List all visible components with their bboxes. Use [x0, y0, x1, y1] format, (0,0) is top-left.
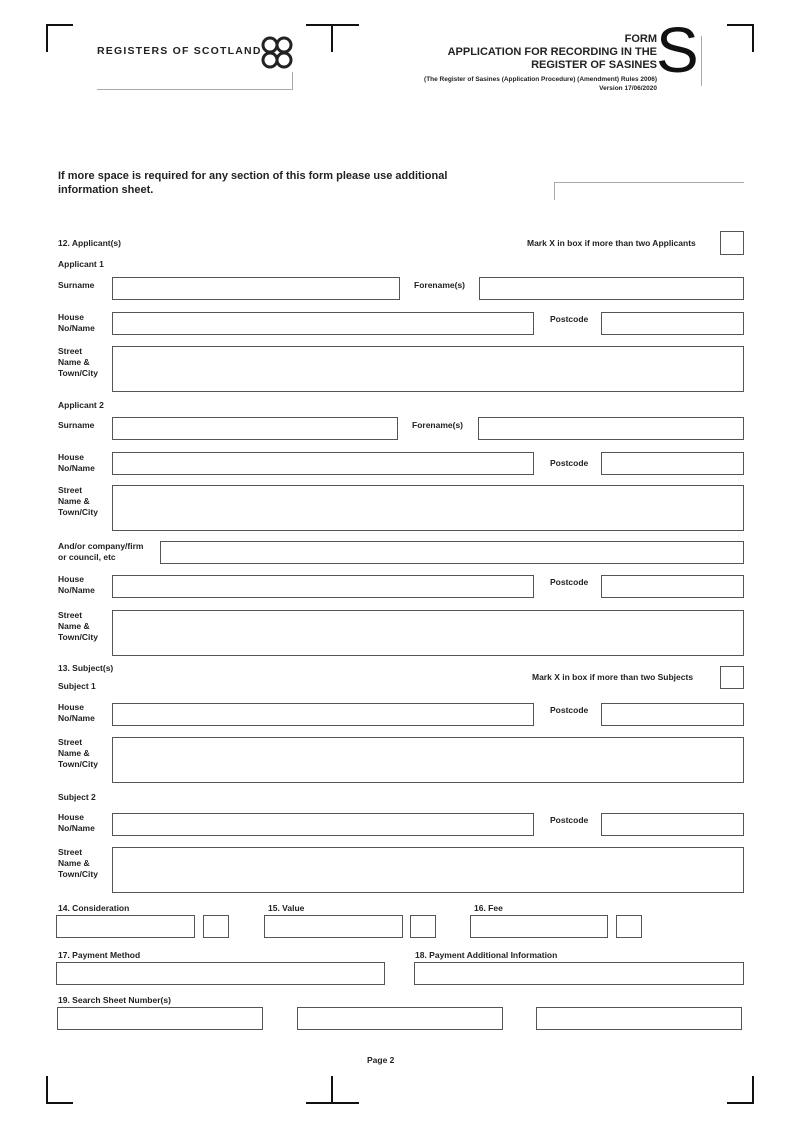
more-applicants-checkbox[interactable] [720, 231, 744, 255]
payment-info-field[interactable] [414, 962, 744, 985]
form-letter: S [656, 14, 699, 86]
street-label-line1: Street [58, 847, 83, 857]
company-field[interactable] [160, 541, 744, 564]
applicant1-postcode-field[interactable] [601, 312, 744, 335]
applicant1-surname-label: Surname [58, 280, 95, 290]
subject2-street-label [58, 847, 98, 880]
subject1-postcode-label: Postcode [550, 705, 589, 715]
street-label-line1: Street [58, 346, 83, 356]
applicant2-house-field[interactable] [112, 452, 534, 475]
street-label-line1: Street [58, 610, 83, 620]
form-title-line2: REGISTER OF SASINES [531, 59, 657, 71]
applicant2-title: Applicant 2 [58, 400, 104, 410]
company-label-line2: or council, etc [58, 552, 116, 562]
street-label-line2: Name & [58, 496, 90, 506]
notice-line1: If more space is required for any section of this form please use additional [58, 170, 448, 182]
applicant2-forenames-label: Forename(s) [412, 420, 464, 430]
applicant1-forenames-label: Forename(s) [414, 280, 466, 290]
street-label-line2: Name & [58, 621, 90, 631]
subject2-postcode-label: Postcode [550, 815, 589, 825]
subject1-house-label [58, 702, 95, 724]
street-label-line3: Town/City [58, 759, 98, 769]
form-word: FORM [624, 33, 657, 45]
applicant2-postcode-field[interactable] [601, 452, 744, 475]
payment-method-label: 17. Payment Method [58, 950, 141, 960]
consideration-field[interactable] [56, 915, 195, 938]
house-label-line1: House [58, 452, 84, 462]
applicant2-street-field[interactable] [112, 485, 744, 531]
fee-label: 16. Fee [474, 903, 503, 913]
applicant2-street-label [58, 485, 98, 518]
house-label-line1: House [58, 574, 84, 584]
more-subjects-label: Mark X in box if more than two Subjects [532, 672, 694, 682]
additional-space-notice [58, 169, 447, 197]
applicant1-title: Applicant 1 [58, 259, 104, 269]
form-letter-rule [701, 36, 702, 86]
street-label-line3: Town/City [58, 869, 98, 879]
company-house-label [58, 574, 95, 596]
house-label-line1: House [58, 812, 84, 822]
fee-code-field[interactable] [616, 915, 642, 938]
street-label-line2: Name & [58, 858, 90, 868]
form-version: Version 17/06/2020 [599, 85, 657, 92]
search-sheet-field-3[interactable] [536, 1007, 742, 1030]
subject1-title: Subject 1 [58, 681, 96, 691]
company-street-field[interactable] [112, 610, 744, 656]
street-label-line1: Street [58, 485, 83, 495]
company-postcode-label: Postcode [550, 577, 589, 587]
company-label [58, 541, 143, 563]
header-right-rule [292, 72, 293, 90]
applicant1-street-label [58, 346, 98, 379]
fee-field[interactable] [470, 915, 608, 938]
consideration-code-field[interactable] [203, 915, 229, 938]
company-street-label [58, 610, 98, 643]
search-sheet-field-1[interactable] [57, 1007, 263, 1030]
form-rules: (The Register of Sasines (Application Procedure) (Amendment) Rules 2006) [424, 76, 657, 83]
house-label-line2: No/Name [58, 823, 95, 833]
notice-line2: information sheet. [58, 184, 154, 196]
applicant1-postcode-label: Postcode [550, 314, 589, 324]
more-subjects-checkbox[interactable] [720, 666, 744, 689]
subject1-street-field[interactable] [112, 737, 744, 783]
street-label-line3: Town/City [58, 507, 98, 517]
company-house-field[interactable] [112, 575, 534, 598]
street-label-line1: Street [58, 737, 83, 747]
value-code-field[interactable] [410, 915, 436, 938]
office-use-rule-top [554, 182, 744, 183]
house-label-line1: House [58, 702, 84, 712]
street-label-line3: Town/City [58, 368, 98, 378]
street-label-line2: Name & [58, 748, 90, 758]
value-field[interactable] [264, 915, 403, 938]
applicant1-forenames-field[interactable] [479, 277, 744, 300]
ros-logo-icon [258, 34, 298, 72]
subject2-postcode-field[interactable] [601, 813, 744, 836]
applicant2-house-label [58, 452, 95, 474]
office-use-rule-side [554, 182, 555, 200]
street-label-line2: Name & [58, 357, 90, 367]
header-underline [97, 89, 293, 90]
form-title-line1: APPLICATION FOR RECORDING IN THE [447, 46, 657, 58]
payment-info-label: 18. Payment Additional Information [415, 950, 558, 960]
house-label-line2: No/Name [58, 585, 95, 595]
applicant2-forenames-field[interactable] [478, 417, 744, 440]
applicant1-street-field[interactable] [112, 346, 744, 392]
search-sheet-label: 19. Search Sheet Number(s) [58, 995, 171, 1005]
applicant1-house-label [58, 312, 95, 334]
subject2-street-field[interactable] [112, 847, 744, 893]
company-postcode-field[interactable] [601, 575, 744, 598]
value-label: 15. Value [268, 903, 305, 913]
section-12-title: 12. Applicant(s) [58, 238, 121, 248]
applicant2-surname-field[interactable] [112, 417, 398, 440]
subject1-street-label [58, 737, 98, 770]
applicant2-surname-label: Surname [58, 420, 95, 430]
consideration-label: 14. Consideration [58, 903, 130, 913]
subject2-house-field[interactable] [112, 813, 534, 836]
house-label-line2: No/Name [58, 463, 95, 473]
subject1-postcode-field[interactable] [601, 703, 744, 726]
house-label-line1: House [58, 312, 84, 322]
company-label-line1: And/or company/firm [58, 541, 144, 551]
payment-method-field[interactable] [56, 962, 385, 985]
page-number: Page 2 [367, 1055, 395, 1065]
subject2-house-label [58, 812, 95, 834]
org-name: REGISTERS OF SCOTLAND [97, 45, 262, 57]
subject2-title: Subject 2 [58, 792, 96, 802]
search-sheet-field-2[interactable] [297, 1007, 503, 1030]
applicant1-house-field[interactable] [112, 312, 534, 335]
house-label-line2: No/Name [58, 713, 95, 723]
house-label-line2: No/Name [58, 323, 95, 333]
section-13-title: 13. Subject(s) [58, 663, 114, 673]
street-label-line3: Town/City [58, 632, 98, 642]
more-applicants-label: Mark X in box if more than two Applicants [527, 238, 696, 248]
applicant2-postcode-label: Postcode [550, 458, 589, 468]
applicant1-surname-field[interactable] [112, 277, 400, 300]
subject1-house-field[interactable] [112, 703, 534, 726]
